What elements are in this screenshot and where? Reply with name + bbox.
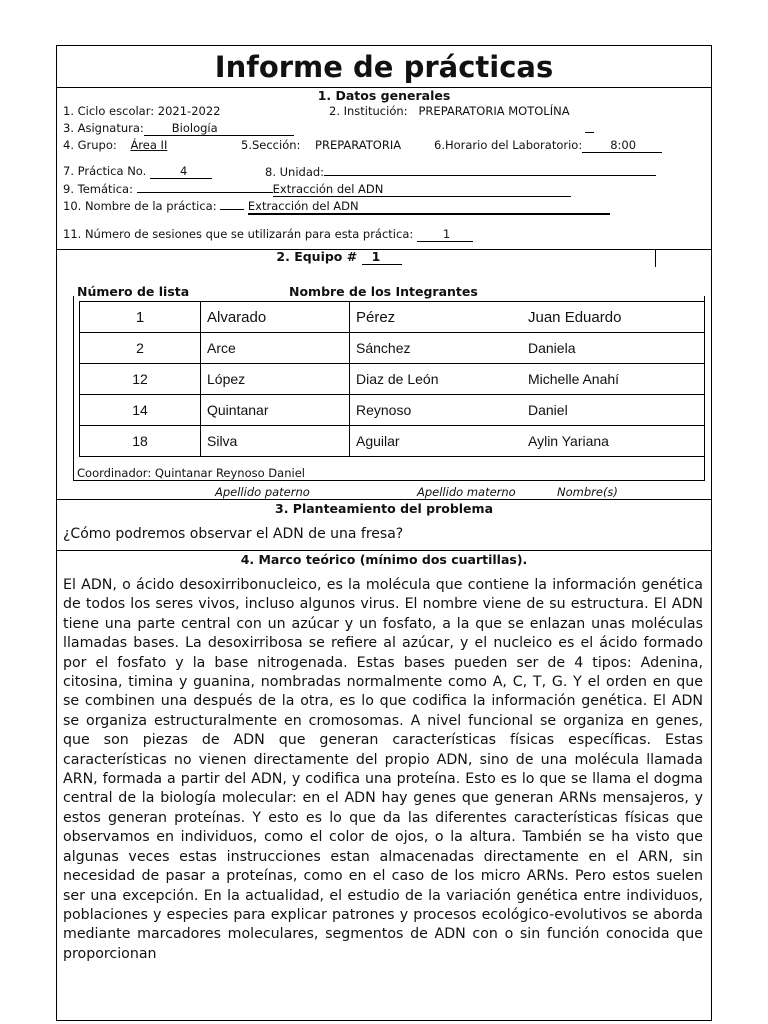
member-num: 14	[80, 395, 201, 426]
member-num: 1	[80, 302, 201, 333]
member-num: 18	[80, 426, 201, 457]
member-materno: Diaz de León	[350, 364, 523, 395]
report-frame	[56, 45, 712, 1021]
grupo-label: 4. Grupo:	[63, 138, 117, 152]
member-paterno: Quintanar	[201, 395, 350, 426]
page-title: Informe de prácticas	[214, 50, 554, 84]
sub-nombre: Nombre(s)	[557, 485, 618, 499]
team-table	[79, 301, 705, 457]
institucion-label: 2. Institución:	[329, 104, 408, 118]
member-materno: Sánchez	[350, 333, 523, 364]
sub-paterno: Apellido paterno	[215, 485, 310, 499]
member-nombre: Juan Eduardo	[522, 302, 705, 333]
member-num: 12	[80, 364, 201, 395]
seccion-line	[241, 138, 401, 152]
institucion-value: PREPARATORIA MOTOLÍNA	[418, 104, 570, 118]
table-row	[80, 302, 705, 333]
tematica-value: Extracción del ADN	[273, 182, 571, 197]
horario-line	[434, 138, 662, 153]
col-lista-header: Número de lista	[77, 284, 190, 299]
practica-label: 7. Práctica No.	[63, 164, 147, 178]
tematica-blank	[137, 181, 273, 193]
table-row	[80, 333, 705, 364]
horario-label: 6.Horario del Laboratorio:	[434, 138, 583, 152]
member-nombre: Aylin Yariana	[522, 426, 705, 457]
sesiones-label: 11. Número de sesiones que se utilizarán para esta práctica:	[63, 227, 414, 241]
unidad-blank	[324, 164, 656, 176]
practica-line	[63, 164, 212, 179]
member-materno: Pérez	[350, 302, 523, 333]
unidad-label: 8. Unidad:	[265, 165, 325, 179]
divider	[57, 550, 711, 551]
coordinador: Coordinador: Quintanar Reynoso Daniel	[77, 466, 305, 480]
member-nombre: Daniela	[522, 333, 705, 364]
nombre-value: Extracción del ADN	[248, 199, 610, 215]
nombre-label: 10. Nombre de la práctica:	[63, 199, 217, 213]
seccion-label: 5.Sección:	[241, 138, 301, 152]
practica-value: 4	[150, 164, 212, 179]
asignatura-value: Biología	[144, 121, 294, 136]
divider	[57, 499, 711, 500]
asignatura-extra-blank	[585, 121, 594, 136]
section1-heading: 1. Datos generales	[317, 88, 451, 103]
blank-line	[585, 121, 594, 133]
marco-teorico-text: El ADN, o ácido desoxirribonucleico, es la molécula que contiene la información genética de todos los seres vivos, incluso algunos virus. El nombre viene de su estructura. El ADN tiene una parte central con un azúcar y un fosfato, a la que se enlazan unas moléculas llamadas bases. La desoxirribosa se refiere al azúcar, y el nucleico es el ácido formado por el fosfato y la base nitrogenada. Estas bases pueden ser de 4 tipos: Adenina, citosina, timina y guanina, nombradas normalmente como A, C, T, G. Y el orden en que se combinen una después de la otra, es lo que codifica la información genética. El ADN se organiza estructuralmente en cromosomas. A nivel funcional se organiza en genes, que son piezas de ADN que generan características físicas específicas. Estas características no vienen directamente del propio ADN, sino de una molécula llamada ARN, formada a partir del ADN, y codifica una proteína. Esto es lo que se llama el dogma central de la biología molecular: en el ADN hay genes que generan ARNs mensajeros, y estos generan proteínas. Y esto es lo que da las diferentes características físicas que observamos en individuos, como el color de ojos, o la altura. También se ha visto que algunas veces estas instrucciones estan almacenadas directamente en el ARN, sin necesidad de pasar a proteínas, como en el caso de los micro ARNs. Pero estos suelen ser una excepción. En la actualidad, el estudio de la variación genética entre individuos, poblaciones y especies para explicar patrones y procesos ecológico-evolutivos se aborda mediante marcadores moleculares, segmentos de ADN con o sin función conocida que proporcionan	[63, 577, 703, 962]
tematica-label: 9. Temática:	[63, 182, 133, 196]
member-paterno: Silva	[201, 426, 350, 457]
member-paterno: López	[201, 364, 350, 395]
seccion-value: PREPARATORIA	[315, 138, 402, 152]
equipo-value: 1	[362, 249, 402, 265]
asignatura-line	[63, 121, 294, 136]
member-materno: Reynoso	[350, 395, 523, 426]
nombre-blank	[220, 198, 244, 210]
section2-heading	[0, 249, 711, 265]
section4-heading: 4. Marco teórico (mínimo dos cuartillas).	[240, 552, 528, 567]
sub-materno: Apellido materno	[417, 485, 516, 499]
grupo-value: Área II	[130, 138, 168, 152]
table-row	[80, 426, 705, 457]
asignatura-label: 3. Asignatura:	[63, 121, 144, 135]
member-nombre: Daniel	[522, 395, 705, 426]
member-nombre: Michelle Anahí	[522, 364, 705, 395]
ciclo-line	[63, 104, 220, 118]
divider-stub	[655, 249, 656, 267]
table-row	[80, 395, 705, 426]
unidad-line	[265, 164, 656, 179]
sesiones-value: 1	[417, 227, 473, 242]
horario-value: 8:00	[582, 138, 662, 153]
member-num: 2	[80, 333, 201, 364]
institucion-line	[329, 104, 570, 118]
problem-question: ¿Cómo podremos observar el ADN de una fresa?	[63, 526, 404, 542]
equipo-label: 2. Equipo #	[276, 249, 358, 264]
ciclo-label: 1. Ciclo escolar: 2021-2022	[63, 104, 221, 118]
member-paterno: Arce	[201, 333, 350, 364]
nombre-line	[63, 198, 610, 215]
tematica-line	[63, 181, 571, 197]
sesiones-line	[63, 227, 473, 242]
member-paterno: Alvarado	[201, 302, 350, 333]
member-materno: Aguilar	[350, 426, 523, 457]
section3-heading: 3. Planteamiento del problema	[275, 501, 493, 516]
col-nombre-header: Nombre de los Integrantes	[289, 284, 478, 299]
grupo-line	[63, 138, 177, 152]
table-row	[80, 364, 705, 395]
